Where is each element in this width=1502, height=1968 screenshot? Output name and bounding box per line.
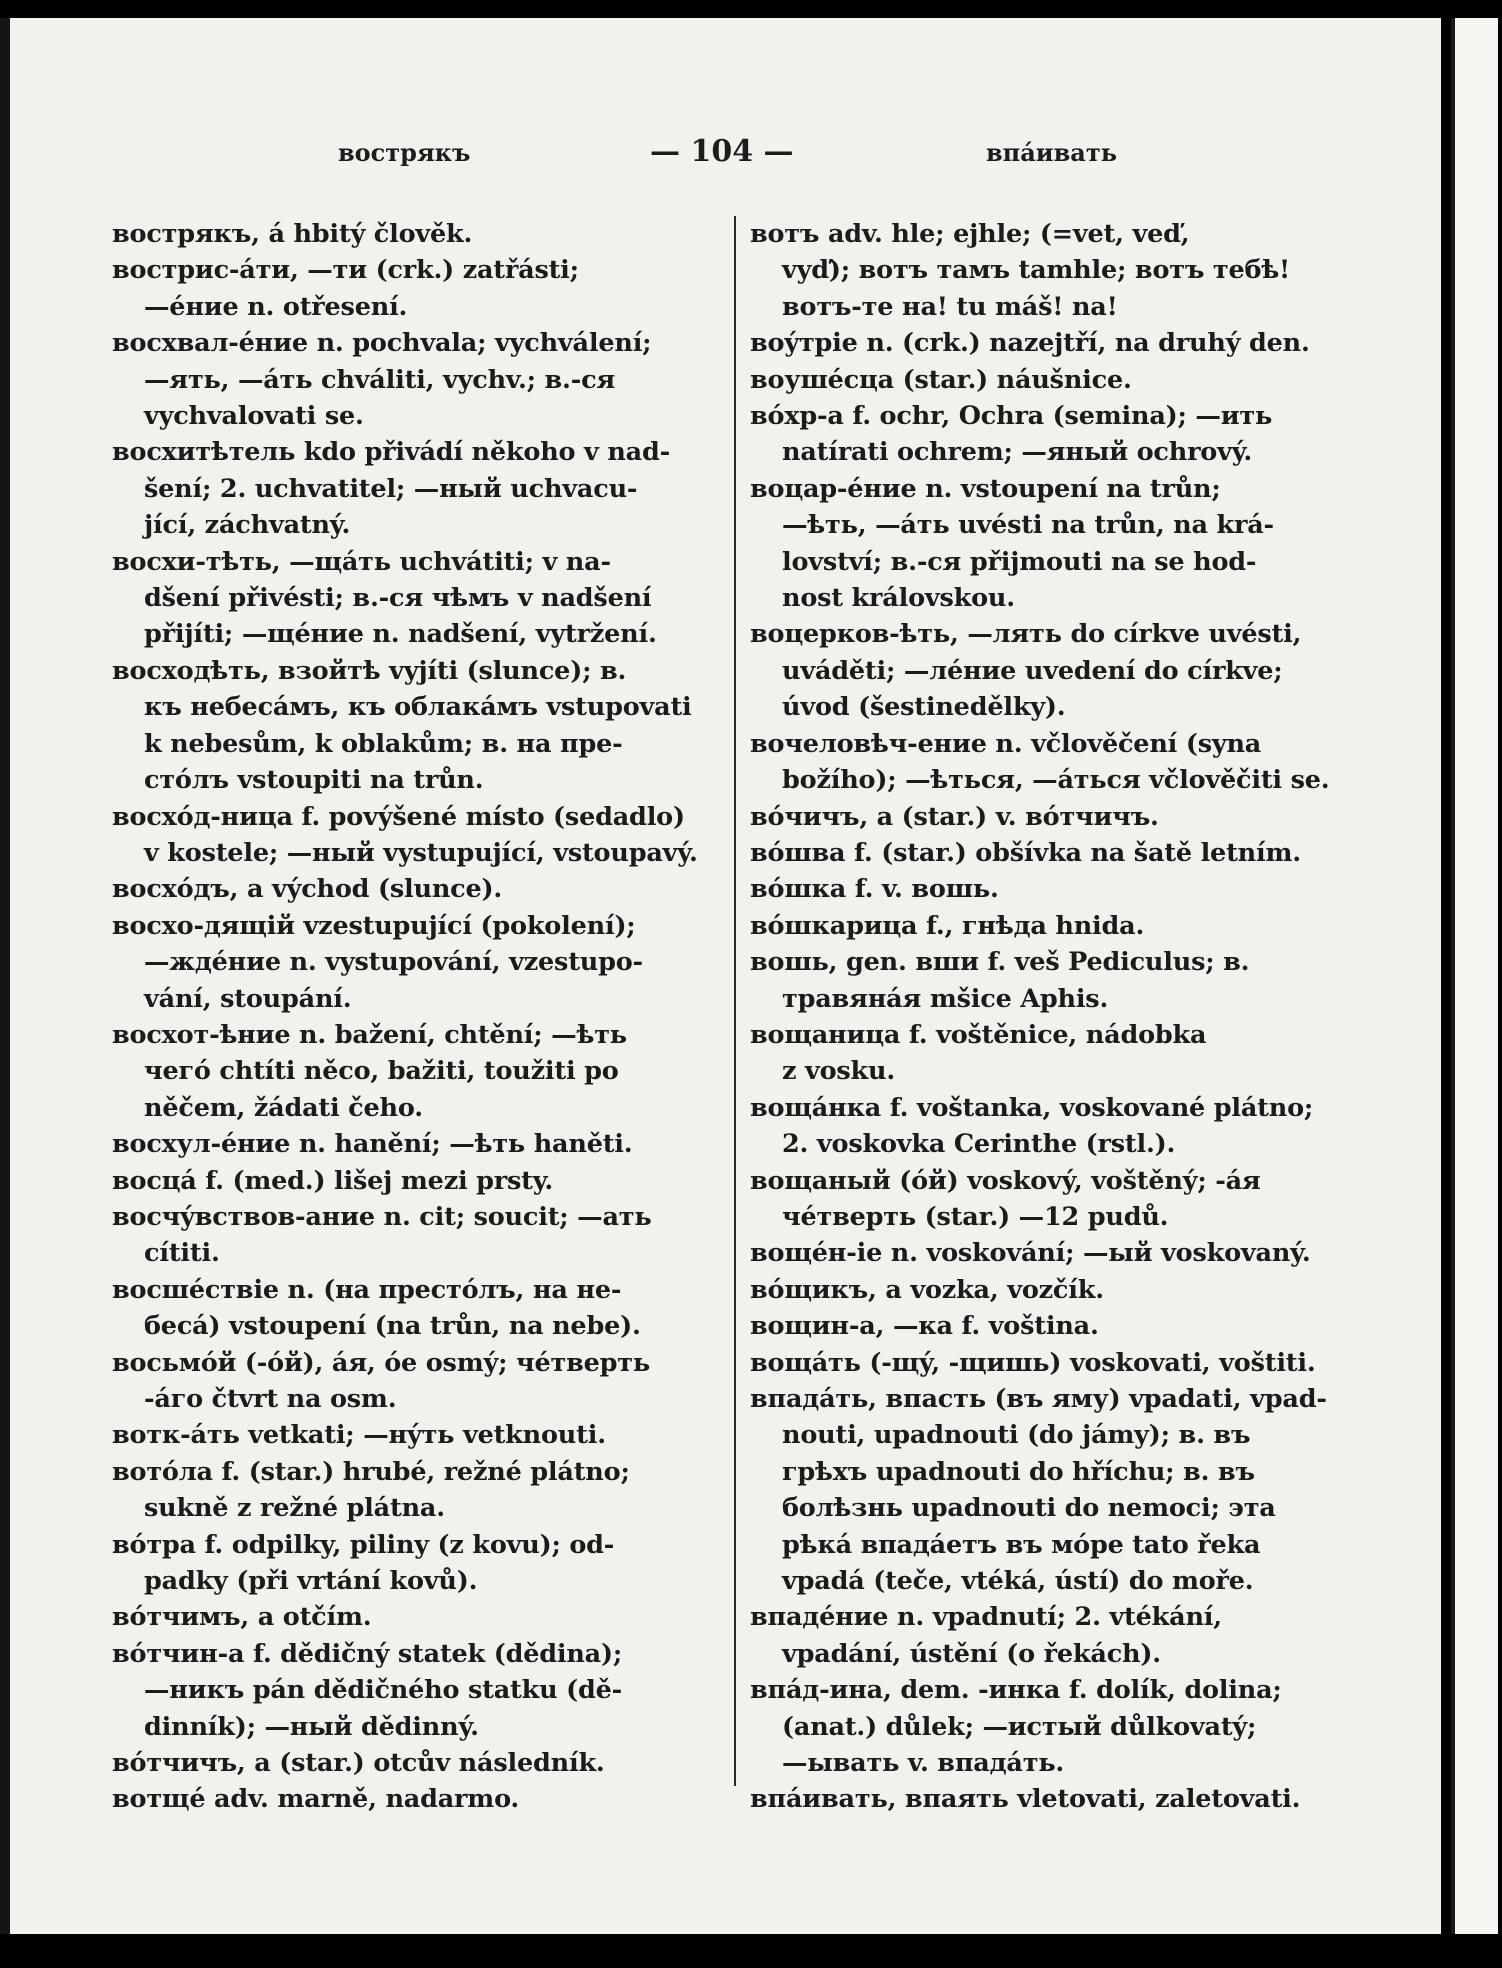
entry-line: восхóд-ница f. povýšené místo (sedadlo) [112, 801, 685, 832]
entry-line: бесá) vstoupení (na trůn, na nebe). [144, 1311, 641, 1342]
entry-line: dšení přivésti; в.-ся чѣмъ v nadšení [144, 583, 652, 614]
left-column [112, 216, 722, 1818]
entry-line: вóшва f. (star.) obšívka na šatě letním. [750, 837, 1301, 868]
entry-line: lovství; в.-ся přijmouti na se hod- [782, 546, 1257, 577]
entry-line: впадéние n. vpadnutí; 2. vtékání, [750, 1602, 1222, 1633]
entry-line: впáивать, впаять vletovati, zaletovati. [750, 1784, 1301, 1815]
entry-line: чéтверть (star.) —12 pudů. [782, 1201, 1169, 1232]
entry-line: něčem, žádati čeho. [144, 1092, 423, 1123]
entry-line: (anat.) důlek; —истый důlkovatý; [782, 1711, 1257, 1742]
entry-line: přijíti; —щéние n. nadšení, vytržení. [144, 619, 657, 650]
entry-line: вóтчимъ, а otčím. [112, 1602, 372, 1633]
entry-line: восцá f. (med.) lišej mezi prsty. [112, 1165, 554, 1196]
entry-line: вóшка f. v. вошь. [750, 874, 999, 905]
entry-line: vání, stoupání. [144, 983, 352, 1014]
header-left-word: вострякъ [338, 138, 471, 167]
entry-line: вострис-áти, —ти (crk.) zatřásti; [112, 255, 579, 286]
entry-line: dinník); —ный dědinný. [144, 1711, 479, 1742]
entry-line: восьмóй (-óй), áя, óе osmý; чéтверть [112, 1347, 650, 1378]
entry-line: къ небесáмъ, къ облакáмъ vstupovati [144, 692, 692, 723]
entry-line: —ять, —áть chváliti, vychv.; в.-ся [144, 364, 616, 395]
entry-line: вóшкарица f., гнѣда hnida. [750, 910, 1145, 941]
entry-line: вощаный (óй) voskový, voštěný; -áя [750, 1165, 1261, 1196]
entry-line: восхóдъ, а východ (slunce). [112, 874, 503, 905]
entry-line: вотк-áть vetkati; —нýть vetknouti. [112, 1420, 606, 1451]
entry-line: sukně z režné plátna. [144, 1493, 445, 1524]
entry-line: впадáть, впасть (въ яму) vpadati, vpad- [750, 1384, 1327, 1414]
entry-line: восшéствіе n. (на престóлъ, на не- [112, 1274, 622, 1305]
entry-line: вощáть (-щý, -щишь) voskovati, voštiti. [750, 1347, 1316, 1378]
entry-line: jící, záchvatný. [144, 510, 351, 541]
entry-line: травянáя mšice Aphis. [782, 983, 1109, 1014]
entry-line: вочеловѣч-ение n. včlověčení (syna [750, 728, 1262, 759]
entry-line: padky (při vrtání kovů). [144, 1566, 478, 1597]
entry-line: вóхр-а f. ochr, Ochra (semina); —ить [750, 401, 1273, 432]
page-header [0, 134, 1441, 174]
entry-line: —éние n. otřesení. [144, 291, 408, 322]
entry-line: грѣхъ upadnouti do hříchu; в. въ [782, 1456, 1255, 1487]
page-number: — 104 — [650, 134, 794, 169]
entry-line: вотъ adv. hle; ejhle; (=vet, veď, [750, 219, 1190, 249]
entry-line: воцар-éние n. vstoupení na trůn; [750, 473, 1221, 504]
entry-line: vychvalovati se. [144, 401, 364, 432]
entry-line: восхул-éние n. hanění; —ѣть haněti. [112, 1129, 633, 1160]
entry-line: чегó chtíti něco, bažiti, toužiti po [144, 1056, 619, 1087]
entry-line: natírati ochrem; —яный ochrový. [782, 437, 1253, 468]
entry-line: -áго čtvrt na osm. [144, 1384, 397, 1414]
entry-line: šení; 2. uchvatitel; —ный uchvacu- [144, 473, 638, 504]
entry-line: вощаница f. voštěnice, nádobka [750, 1019, 1207, 1050]
entry-line: вóтчичъ, а (star.) otcův následník. [112, 1748, 605, 1779]
entry-line: uváděti; —лéние uvedení do církve; [782, 655, 1283, 686]
entry-line: впáд-ина, dem. -инка f. dolík, dolina; [750, 1675, 1282, 1706]
entry-line: úvod (šestinedělky). [782, 692, 1066, 723]
entry-line: восхвал-éние n. pochvala; vychválení; [112, 328, 652, 359]
entry-line: болѣзнь upadnouti do nemoci; эта [782, 1493, 1276, 1524]
entry-line: nost královskou. [782, 583, 1015, 614]
entry-line: вотъ-те на! tu máš! na! [782, 291, 1118, 322]
entry-line: —ждéние n. vystupování, vzestupo- [144, 947, 643, 978]
entry-line: рѣкá впадáетъ въ мóре tato řeka [782, 1529, 1261, 1560]
entry-line: v kostele; —ный vystupující, vstoupavý. [144, 837, 698, 868]
header-right-word: впáивать [986, 138, 1117, 167]
entry-line: вощин-а, —ка f. voština. [750, 1311, 1099, 1342]
entry-line: воýтріе n. (crk.) nazejtří, na druhý den. [750, 328, 1310, 359]
entry-line: —ѣть, —áть uvésti na trůn, na krá- [782, 510, 1274, 541]
entry-line: вотщé adv. marně, nadarmo. [112, 1784, 520, 1815]
entry-line: восхитѣтель kdo přivádí někoho v nad- [112, 437, 670, 468]
entry-line: вóтра f. odpilky, piliny (z kovu); od- [112, 1529, 615, 1560]
entry-line: стóлъ vstoupiti na trůn. [144, 765, 484, 796]
entry-line: z vosku. [782, 1056, 896, 1087]
entry-line: вощáнка f. voštanka, voskované plátno; [750, 1092, 1314, 1123]
entry-line: —ывать v. впадáть. [782, 1748, 1065, 1779]
entry-line: вощéн-іе n. voskování; —ый voskovaný. [750, 1238, 1311, 1269]
entry-line: воцерков-ѣть, —лять do církve uvésti, [750, 619, 1302, 650]
entry-line: vpadání, ústění (o řekách). [782, 1638, 1161, 1669]
right-column [750, 216, 1365, 1818]
entry-line: вострякъ, á hbitý člověk. [112, 219, 473, 249]
entry-line: восхо-дящій vzestupující (pokolení); [112, 910, 636, 941]
entry-line: 2. voskovka Cerinthe (rstl.). [782, 1129, 1176, 1160]
entry-line: vyď); вотъ тамъ tamhle; вотъ тебѣ! [782, 255, 1291, 286]
next-page-edge [1451, 18, 1498, 1934]
entry-line: k nebesům, k oblakům; в. на пре- [144, 728, 623, 759]
entry-line: вóщикъ, а vozka, vozčík. [750, 1274, 1104, 1305]
entry-line: vpadá (teče, vtéká, ústí) do moře. [782, 1566, 1254, 1597]
column-divider [734, 216, 736, 1786]
entry-line: восхот-ѣние n. bažení, chtění; —ѣть [112, 1019, 627, 1050]
entry-line: восчýвствов-ание n. cit; soucit; —ать [112, 1201, 652, 1232]
entry-line: nouti, upadnouti (do jámy); в. въ [782, 1420, 1251, 1451]
entry-line: восходѣть, взойтѣ vyjíti (slunce); в. [112, 655, 627, 686]
entry-line: вотóла f. (star.) hrubé, režné plátno; [112, 1456, 630, 1487]
entry-line: božího); —ѣться, —áться včlověčiti se. [782, 765, 1330, 796]
entry-line: cítiti. [144, 1238, 220, 1269]
entry-line: восхи-тѣть, —щáть uchvátiti; v na- [112, 546, 611, 577]
entry-line: вóтчин-а f. dědičný statek (dědina); [112, 1638, 623, 1669]
entry-line: вóчичъ, а (star.) v. вóтчичъ. [750, 801, 1159, 832]
entry-line: воушéсца (star.) náušnice. [750, 364, 1132, 395]
entry-line: вошь, gen. вши f. veš Pediculus; в. [750, 947, 1250, 978]
entry-line: —никъ pán dědičného statku (dě- [144, 1675, 623, 1706]
